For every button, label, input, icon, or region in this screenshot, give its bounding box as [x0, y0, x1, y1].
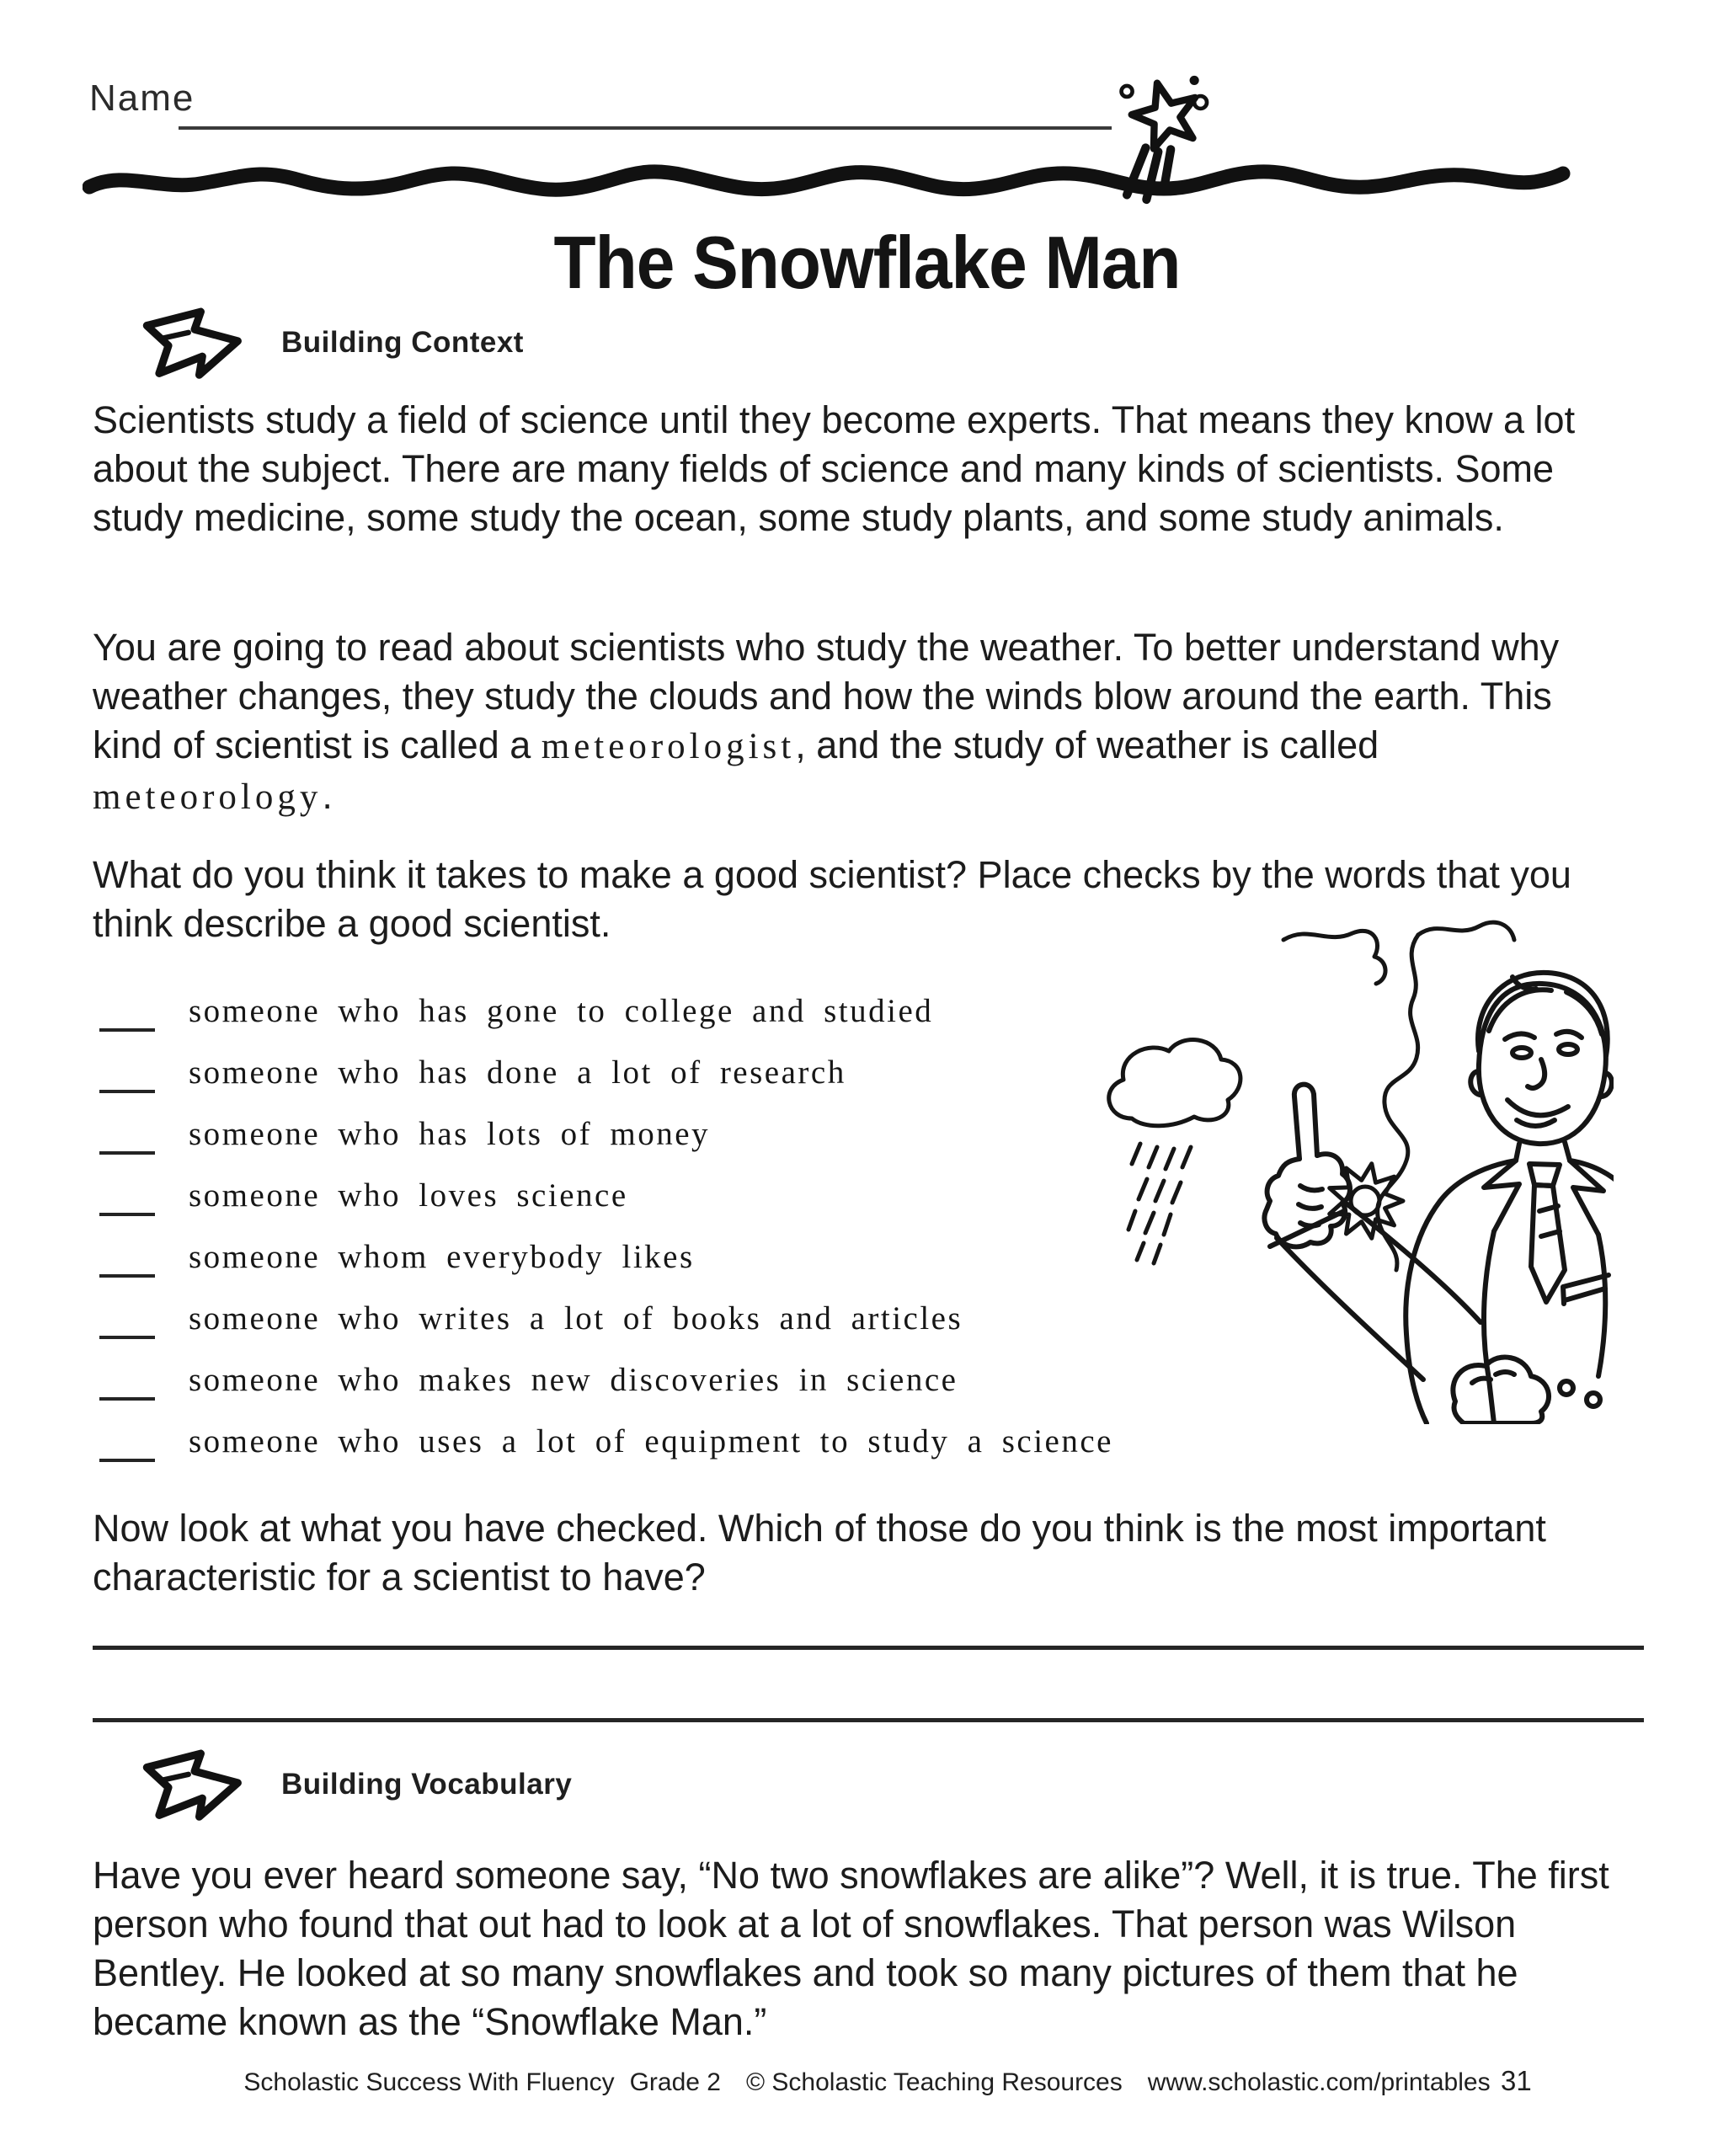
check-blank-3[interactable] [99, 1118, 155, 1155]
scientist-checklist [99, 975, 1113, 1467]
checklist-item-4-label: someone who loves science [189, 1177, 628, 1214]
check-blank-2[interactable] [99, 1056, 155, 1093]
checklist-item-1 [99, 975, 1113, 1037]
footer [0, 2068, 1734, 2097]
pocket-square [1563, 1275, 1609, 1304]
arrow-icon [131, 1737, 259, 1832]
button [1587, 1393, 1600, 1406]
check-blank-4[interactable] [99, 1179, 155, 1216]
arrow-icon [131, 295, 259, 390]
footer-grade: Grade 2 [629, 2068, 721, 2096]
left-lapel [1484, 1161, 1519, 1231]
checklist-item-2 [99, 1037, 1113, 1098]
wavy-divider [83, 162, 1571, 205]
check-blank-8[interactable] [99, 1425, 155, 1462]
checklist-item-3-label: someone who has lots of money [189, 1116, 711, 1152]
page-title: The Snowflake Man [553, 221, 1181, 305]
rain-cloud [1109, 1040, 1240, 1126]
building-vocabulary-header [131, 1737, 572, 1832]
page-number: 31 [1501, 2065, 1532, 2096]
pointing-finger [1294, 1085, 1317, 1159]
check-blank-7[interactable] [99, 1364, 155, 1401]
context-paragraph-1: Scientists study a field of science until they become experts. That means they know a lot about the subject. There are many fields of science and many kinds of scientists. Some study medicine, some study the ocean, some study plants, and some study animals. [93, 398, 1576, 539]
term-meteorology: meteorology [93, 777, 323, 817]
question-paragraph: Now look at what you have checked. Which of those do you think is the most important characteristic for a scientist to have? [93, 1507, 1546, 1598]
paragraph2-end: . [322, 774, 333, 817]
map-coast-squiggle [1283, 931, 1385, 984]
button [1560, 1381, 1573, 1395]
footer-series: Scholastic Success With Fluency [243, 2068, 615, 2096]
vocabulary-paragraph: Have you ever heard someone say, “No two snowflakes are alike”? Well, it is true. The first person who found that out had to look at a lot of snowflakes. That person was Wilson Bentley. He looked at so many snowflakes and took so many pictures of them that he became known as the “Snowflake Man.” [93, 1854, 1609, 2043]
checklist-item-7-label: someone who makes new discoveries in science [189, 1362, 958, 1398]
checklist-item-6 [99, 1283, 1113, 1344]
checklist-item-8 [99, 1406, 1113, 1467]
smile [1507, 1100, 1568, 1115]
check-blank-1[interactable] [99, 995, 155, 1032]
check-blank-6[interactable] [99, 1302, 155, 1339]
name-write-line[interactable] [179, 79, 1112, 130]
jacket-left-edge [1406, 1161, 1516, 1423]
context-paragraph-2 [93, 623, 1580, 822]
checklist-item-8-label: someone who uses a lot of equipment to study a science [189, 1423, 1113, 1460]
check-blank-5[interactable] [99, 1241, 155, 1278]
checklist-item-1-label: someone who has gone to college and studied [189, 993, 934, 1029]
footer-url: www.scholastic.com/printables [1147, 2068, 1491, 2096]
weatherman-illustration [1058, 906, 1614, 1424]
context-paragraph-3: What do you think it takes to make a good scientist? Place checks by the words that you think describe a good scientist. [93, 853, 1571, 945]
checklist-item-4 [99, 1160, 1113, 1221]
term-meteorologist: meteorologist [541, 727, 796, 766]
checklist-item-6-label: someone who writes a lot of books and articles [189, 1300, 963, 1337]
answer-line-2[interactable] [93, 1718, 1644, 1722]
paragraph2-middle: , and the study of weather is called [795, 723, 1379, 766]
tie [1531, 1185, 1565, 1302]
building-context-header [131, 295, 524, 390]
checklist-item-7 [99, 1344, 1113, 1406]
arm-lower-edge [1277, 1238, 1423, 1380]
checklist-item-2-label: someone who has done a lot of research [189, 1054, 846, 1091]
fist [1453, 1358, 1549, 1423]
rain-drops [1128, 1144, 1191, 1263]
building-context-label: Building Context [281, 325, 524, 359]
name-label: Name [89, 77, 195, 119]
checklist-item-3 [99, 1098, 1113, 1160]
footer-copyright: © Scholastic Teaching Resources [745, 2068, 1123, 2096]
answer-line-1[interactable] [93, 1646, 1644, 1650]
paragraph2-start: You are going to read about scientists who study the weather. To better understand why weather changes, they study the clouds and how the winds blow around the earth. This kind of scientist is called a [93, 626, 1560, 766]
checklist-item-5 [99, 1221, 1113, 1283]
building-vocabulary-label: Building Vocabulary [281, 1767, 573, 1801]
checklist-item-5-label: someone whom everybody likes [189, 1239, 695, 1275]
